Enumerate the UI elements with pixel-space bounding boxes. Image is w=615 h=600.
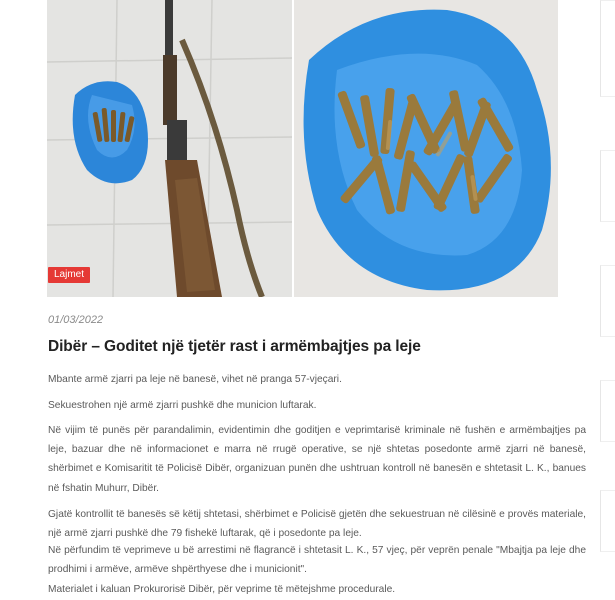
sidebar-widget[interactable]	[600, 490, 615, 552]
sidebar-widget[interactable]	[600, 265, 615, 337]
article-paragraph-3: Në vijim të punës për parandalimin, evidentimin dhe goditjen e veprimtarisë kriminale në fushën e armëmbajtjes pa leje, bazuar dhe në informacionet e marra në rrugë operative, se një shtetas posedonte armë zjarri në banesë, shërbimet e Komisaritit të Policisë Dibër, organizuan punën dhe ushtruan kontroll në banesën e shtetasit L. K., banues në fshatin Muhurr, Dibër.	[48, 425, 586, 494]
article-paragraph-2: Sekuestrohen një armë zjarri pushkë dhe municion luftarak.	[48, 400, 317, 411]
article-paragraph-4: Gjatë kontrollit të banesës së këtij shtetasi, shërbimet e Policisë gjetën dhe sekuestruan në cilësinë e provës materiale, një armë zjarri pushkë dhe 79 fishekë luftarak, që i posedonte pa leje.	[48, 509, 586, 540]
article-date: 01/03/2022	[48, 314, 104, 326]
article-paragraph-5: Në përfundim të veprimeve u bë arrestimi në flagrancë i shtetasit L. K., 57 vjeç, për veprën penale "Mbajtja pa leje dhe prodhimi i armëve, armëve shpërthyese dhe i municionit".	[48, 545, 586, 576]
article-paragraph-1: Mbante armë zjarri pa leje në banesë, vihet në pranga 57-vjeçari.	[48, 374, 342, 385]
article-paragraph-6: Materialet i kaluan Prokurorisë Dibër, për veprime të mëtejshme procedurale.	[48, 584, 396, 595]
sidebar-widget[interactable]	[600, 150, 615, 222]
article-photo[interactable]	[47, 0, 558, 297]
article-title: Dibër – Goditet një tjetër rast i armëmbajtjes pa leje	[48, 338, 421, 355]
article	[47, 0, 558, 297]
category-badge[interactable]: Lajmet	[48, 267, 90, 283]
sidebar-widget[interactable]	[600, 0, 615, 97]
article-photo-graphic	[47, 0, 558, 297]
sidebar-widget[interactable]	[600, 380, 615, 442]
